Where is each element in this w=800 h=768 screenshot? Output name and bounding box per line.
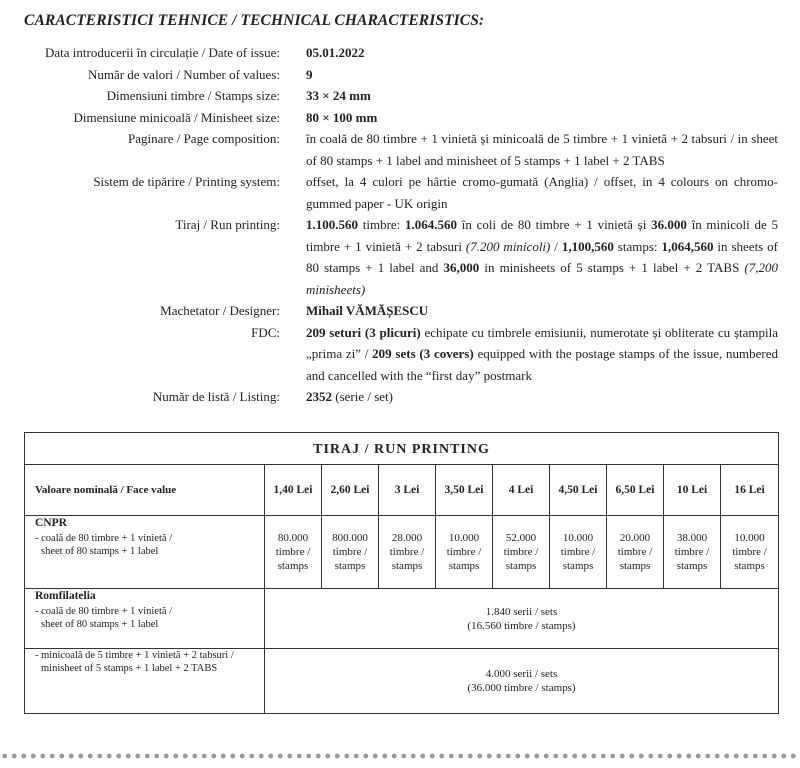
minisheet-label-cell [25, 649, 265, 713]
romfilatelia-stamps: (16.560 timbre / stamps) [467, 619, 576, 632]
run-text: (7,200 minisheets) [306, 260, 778, 297]
romfilatelia-desc: - coală de 80 timbre + 1 vinietă / [35, 606, 173, 617]
cnpr-unit: timbre / [332, 546, 368, 558]
run-text: 36,000 [443, 260, 480, 275]
cnpr-value-cell [265, 516, 322, 589]
run-text: in sheets of 80 stamps + 1 label and [306, 238, 779, 275]
spec-value [306, 300, 778, 322]
cnpr-value: 52.000 [505, 532, 537, 544]
denomination-header: 16 Lei [721, 465, 778, 516]
spec-label: Paginare / Page composition: [127, 131, 280, 146]
cnpr-unit: stamps [277, 560, 309, 572]
cnpr-value: 38.000 [676, 532, 708, 544]
denomination-header: 3,50 Lei [436, 465, 493, 516]
romfilatelia-name: Romfilatelia [35, 590, 96, 602]
run-text: în minicoli de 5 timbre + 1 vinietă + 2 tabsuri [306, 217, 778, 254]
minisheet-size-value: 80 × 100 mm [306, 109, 378, 125]
dotted-divider [0, 752, 800, 760]
denomination-header: 2,60 Lei [322, 465, 379, 516]
cnpr-label-cell [25, 516, 265, 589]
denomination-header: 6,50 Lei [607, 465, 664, 516]
spec-row-minisheet-size [0, 107, 800, 129]
denomination-header: 4,50 Lei [550, 465, 607, 516]
run-printing-value [306, 214, 778, 300]
fdc-text: echipate cu timbrele emisiunii, numerotate și obliterate cu ștampila „prima zi” / [306, 324, 779, 361]
cnpr-value: 10.000 [734, 532, 765, 544]
run-text: 36.000 [651, 217, 687, 232]
cnpr-desc: - coală de 80 timbre + 1 vinietă / [35, 533, 173, 544]
fdc-text: equipped with the postage stamps of the issue, numbered and cancelled with the “first day” postmark [306, 346, 778, 383]
cnpr-value-cell [322, 516, 379, 589]
spec-row-page [0, 128, 800, 171]
minisheet-value-cell [265, 649, 778, 713]
cnpr-value-cell [721, 516, 778, 589]
cnpr-unit: timbre / [275, 546, 311, 558]
page-title: CARACTERISTICI TEHNICE / TECHNICAL CHARACTERISTICS: [24, 12, 485, 29]
cnpr-unit: stamps [734, 560, 765, 572]
values-count: 9 [306, 66, 313, 82]
cnpr-unit: timbre / [674, 546, 710, 558]
spec-row-listing [0, 386, 800, 408]
cnpr-unit: timbre / [446, 546, 482, 558]
cnpr-unit: stamps [562, 560, 594, 572]
cnpr-value: 80.000 [277, 532, 309, 544]
page-composition-value: în coală de 80 timbre + 1 vinietă și minicoală de 5 timbre + 1 vinietă + 2 tabsuri / in sheet of 80 stamps + 1 label and minisheet of 5 stamps + 1 label + 2 TABS [306, 131, 778, 168]
spec-label: Data introducerii în circulație / Date of issue: [45, 45, 280, 60]
cnpr-unit: timbre / [732, 546, 767, 558]
cnpr-value: 800.000 [332, 532, 368, 544]
table-grid [25, 465, 778, 713]
face-value-header: Valoare nominală / Face value [25, 465, 265, 516]
cnpr-value: 10.000 [448, 532, 480, 544]
cnpr-value: 10.000 [562, 532, 594, 544]
spec-label: Număr de valori / Number of values: [87, 66, 280, 82]
spec-row-designer [0, 300, 800, 322]
cnpr-unit: timbre / [389, 546, 425, 558]
run-text: / [550, 238, 562, 254]
romfilatelia-desc: sheet of 80 stamps + 1 label [41, 619, 159, 630]
spec-row-values [0, 64, 800, 86]
table-title: TIRAJ / RUN PRINTING [25, 433, 778, 465]
spec-label: Sistem de tipărire / Printing system: [93, 174, 280, 189]
cnpr-unit: stamps [676, 560, 708, 572]
run-text: in minisheets of 5 stamps + 1 label + 2 TABS [479, 260, 745, 275]
denomination-header: 3 Lei [379, 465, 436, 516]
run-text: 1,064,560 [661, 238, 714, 254]
spec-value [306, 107, 778, 129]
spec-row-stamp-size [0, 85, 800, 107]
spec-row-date [0, 42, 800, 64]
technical-specs [0, 42, 800, 408]
spec-row-printing [0, 171, 800, 214]
run-text: 1.064.560 [405, 217, 458, 232]
denomination-header: 10 Lei [664, 465, 721, 516]
cnpr-value: 28.000 [391, 532, 423, 544]
cnpr-unit: timbre / [617, 546, 653, 558]
run-text: timbre: [358, 217, 406, 232]
listing-suffix: (serie / set) [332, 389, 394, 404]
spec-row-fdc [0, 322, 800, 387]
spec-label: Machetator / Designer: [160, 303, 280, 318]
minisheet-stamps: (36.000 timbre / stamps) [467, 682, 576, 694]
cnpr-value-cell [607, 516, 664, 589]
spec-label: Număr de listă / Listing: [152, 389, 280, 404]
listing-number: 2352 [306, 389, 332, 404]
cnpr-unit: timbre / [503, 546, 539, 558]
spec-value [306, 64, 778, 86]
minisheet-desc: - minicoală de 5 timbre + 1 vinietă + 2 tabsuri / [35, 650, 234, 661]
stamp-size-value: 33 × 24 mm [306, 88, 371, 103]
romfilatelia-value-cell [265, 589, 778, 649]
spec-value [306, 85, 778, 107]
date-value: 05.01.2022 [306, 45, 365, 60]
denomination-header: 1,40 Lei [265, 465, 322, 516]
cnpr-value: 20.000 [619, 532, 651, 544]
cnpr-value-cell [379, 516, 436, 589]
run-text: (7.200 minicoli) [465, 238, 551, 254]
run-printing-table [24, 432, 779, 714]
spec-label: Dimensiune minicoală / Minisheet size: [73, 109, 280, 125]
cnpr-unit: stamps [448, 560, 480, 572]
minisheet-desc: minisheet of 5 stamps + 1 label + 2 TABS [41, 663, 218, 674]
fdc-text: 209 sets (3 covers) [372, 346, 474, 361]
cnpr-unit: timbre / [560, 546, 596, 558]
fdc-value [306, 322, 778, 387]
minisheet-sets: 4.000 serii / sets [485, 668, 558, 680]
printing-system-value: offset, la 4 culori pe hârtie cromo-gumată (Anglia) / offset, in 4 colours on chromo-gummed paper - UK origin [306, 174, 778, 211]
run-text: în coli de 80 timbre + 1 vinietă și [457, 217, 652, 232]
fdc-text: 209 seturi (3 plicuri) [306, 324, 421, 340]
denomination-header: 4 Lei [493, 465, 550, 516]
cnpr-value-cell [550, 516, 607, 589]
romfilatelia-sets: 1.840 serii / sets [485, 605, 558, 618]
cnpr-unit: stamps [505, 560, 537, 572]
spec-label: FDC: [251, 324, 280, 340]
spec-label: Tiraj / Run printing: [175, 217, 280, 232]
run-text: 1.100.560 [306, 217, 358, 232]
run-text: 1,100,560 [561, 238, 614, 254]
spec-label: Dimensiuni timbre / Stamps size: [106, 88, 280, 103]
run-text: stamps: [613, 238, 662, 254]
cnpr-name: CNPR [35, 517, 67, 529]
spec-value [306, 386, 778, 408]
cnpr-unit: stamps [334, 560, 366, 572]
cnpr-value-cell [436, 516, 493, 589]
romfilatelia-label-cell [25, 589, 265, 649]
spec-value [306, 42, 778, 64]
cnpr-unit: stamps [391, 560, 423, 572]
cnpr-value-cell [493, 516, 550, 589]
cnpr-unit: stamps [619, 560, 651, 572]
designer-name: Mihail VĂMĂȘESCU [306, 303, 429, 318]
cnpr-value-cell [664, 516, 721, 589]
spec-row-run [0, 214, 800, 300]
cnpr-desc: sheet of 80 stamps + 1 label [41, 546, 159, 557]
